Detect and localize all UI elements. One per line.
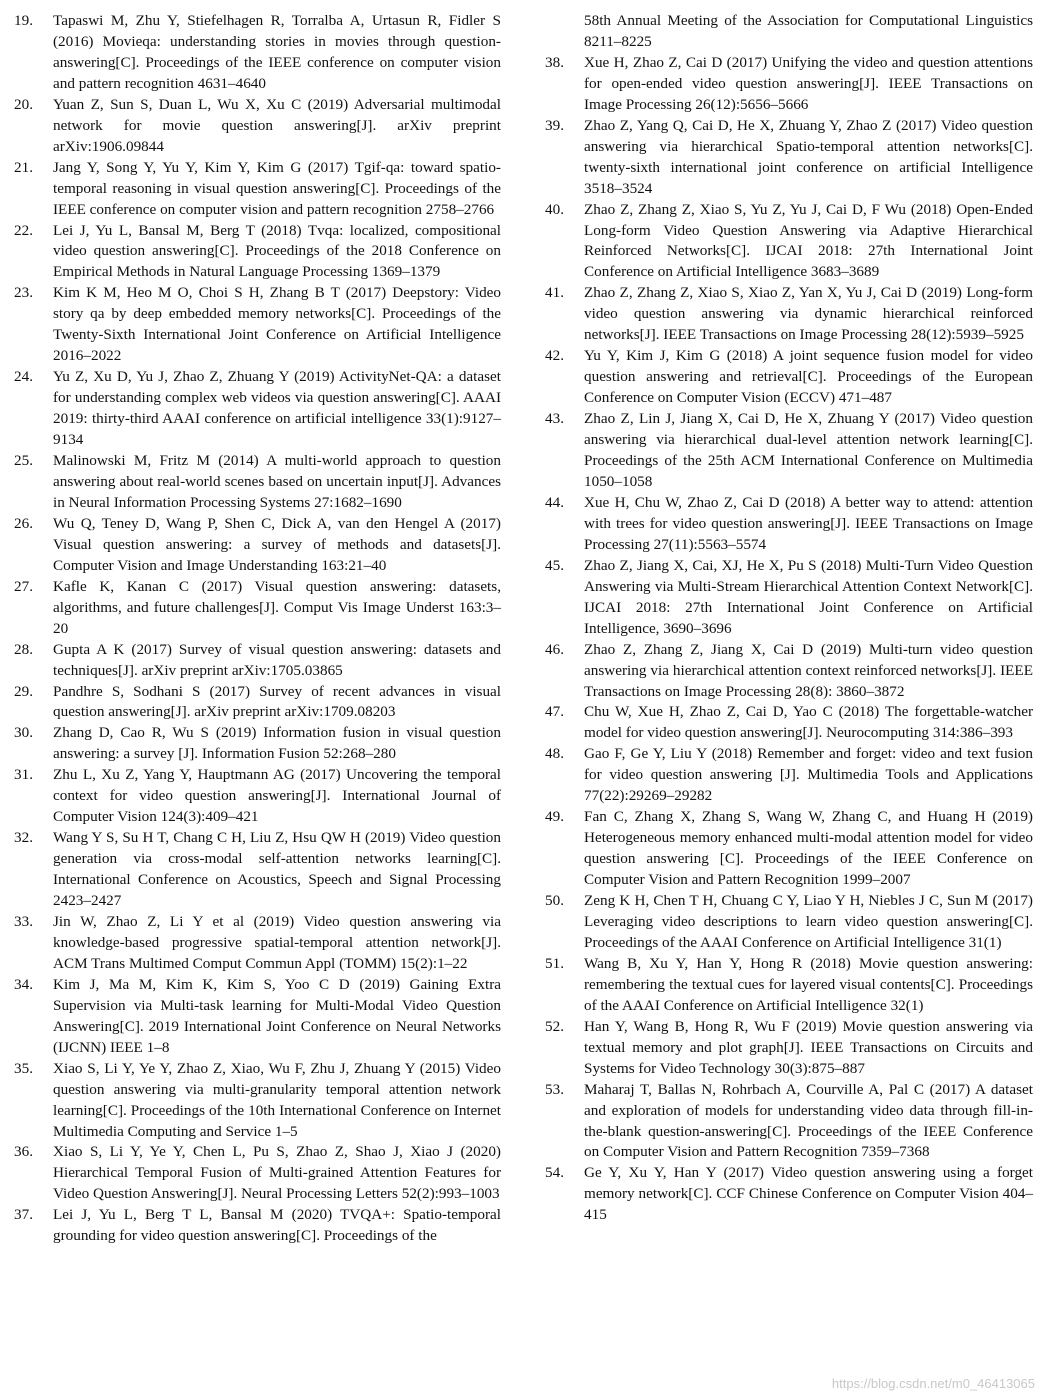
reference-item: [545, 1080, 1033, 1164]
reference-text: Xue H, Chu W, Zhao Z, Cai D (2018) A better way to attend: attention with trees for video question answering[J]. IEEE Transactions on Image Processing 27(11):5563–5574: [584, 493, 1033, 553]
reference-item: [14, 828, 501, 912]
reference-item: [14, 11, 501, 95]
reference-text: Zhu L, Xu Z, Yang Y, Hauptmann AG (2017) Uncovering the temporal context for video question answering[J]. International Journal of Computer Vision 124(3):409–421: [53, 766, 501, 826]
reference-text: Kim K M, Heo M O, Choi S H, Zhang B T (2017) Deepstory: Video story qa by deep embedded memory networks[C]. Proceedings of the Twenty-Sixth International Joint Conference on Artificial Intelligence 2016–2022: [53, 284, 501, 365]
reference-text: Pandhre S, Sodhani S (2017) Survey of recent advances in visual question answering[J]. arXiv preprint arXiv:1709.08203: [53, 682, 501, 721]
reference-text: Zhao Z, Lin J, Jiang X, Cai D, He X, Zhuang Y (2017) Video question answering via hierarchical dual-level attention network learning[C]. Proceedings of the 25th ACM International Conference on Multimedia 1050–1058: [584, 410, 1033, 490]
reference-number: 35.: [14, 1059, 33, 1077]
reference-number: 24.: [14, 368, 33, 386]
reference-text: Lei J, Yu L, Bansal M, Berg T (2018) Tvqa: localized, compositional video question answering[C]. Proceedings of the 2018 Conference on Empirical Methods in Natural Language Processing 1369–1379: [53, 221, 501, 281]
reference-number: 19.: [14, 12, 33, 29]
reference-item: [545, 1163, 1033, 1226]
reference-text: Wu Q, Teney D, Wang P, Shen C, Dick A, van den Hengel A (2017) Visual question answering: a survey of methods and datasets[J]. Computer Vision and Image Understanding 163:21–40: [53, 514, 501, 574]
reference-item: [545, 744, 1033, 807]
reference-item: [545, 891, 1033, 954]
reference-item: [545, 1017, 1033, 1080]
reference-number: 29.: [14, 682, 33, 700]
reference-text: Tapaswi M, Zhu Y, Stiefelhagen R, Torralba A, Urtasun R, Fidler S (2016) Movieqa: understanding stories in movies through question-answering[C]. Proceedings of the IEEE conference on computer vision and pattern recognition 4631–4640: [53, 12, 501, 92]
reference-item: [14, 451, 501, 514]
reference-text: Han Y, Wang B, Hong R, Wu F (2019) Movie question answering via textual memory and plot graph[J]. IEEE Transactions on Circuits and Systems for Video Technology 30(3):875–887: [584, 1017, 1033, 1077]
watermark: https://blog.csdn.net/m0_46413065: [831, 1376, 1035, 1391]
reference-text: Zhao Z, Jiang X, Cai, XJ, He X, Pu S (2018) Multi-Turn Video Question Answering via Multi-Stream Hierarchical Attention Context Network[C]. IJCAI 2018: 27th International Joint Conference on Artificial Intelligence, 3690–3696: [584, 556, 1033, 637]
reference-item: [14, 765, 501, 828]
reference-item: [14, 577, 501, 640]
reference-number: 45.: [545, 556, 564, 574]
reference-number: 30.: [14, 724, 33, 742]
reference-number: 21.: [14, 158, 33, 176]
reference-number: 38.: [545, 53, 564, 71]
reference-number: 40.: [545, 200, 564, 218]
reference-item: [545, 283, 1033, 346]
reference-item: [545, 409, 1033, 493]
reference-number: 36.: [14, 1143, 33, 1161]
reference-text: Xiao S, Li Y, Ye Y, Chen L, Pu S, Zhao Z, Shao J, Xiao J (2020) Hierarchical Temporal Fusion of Multi-grained Attention Features for Video Question Answering[J]. Neural Processing Letters 52(2):993–1003: [53, 1143, 501, 1203]
reference-item: [14, 723, 501, 765]
reference-text: Zeng K H, Chen T H, Chuang C Y, Liao Y H, Niebles J C, Sun M (2017) Leveraging video descriptions to learn video question answering[C]. Proceedings of the AAAI Conference on Artificial Intelligence 31(1): [584, 892, 1033, 951]
reference-number: 53.: [545, 1080, 564, 1098]
reference-text: Yu Z, Xu D, Yu J, Zhao Z, Zhuang Y (2019) ActivityNet-QA: a dataset for understanding complex web videos via question answering[C]. AAAI 2019: thirty-third AAAI conference on artificial intelligence 33(1):9127–9134: [53, 368, 501, 449]
reference-text: Jang Y, Song Y, Yu Y, Kim Y, Kim G (2017) Tgif-qa: toward spatio-temporal reasoning in visual question answering[C]. Proceedings of the IEEE conference on computer vision and pattern recognition 2758–2766: [53, 158, 501, 218]
reference-number: 34.: [14, 975, 33, 993]
reference-text: Chu W, Xue H, Zhao Z, Cai D, Yao C (2018) The forgettable-watcher model for video question answering[J]. Neurocomputing 314:386–393: [584, 703, 1033, 742]
reference-number: 39.: [545, 116, 564, 134]
reference-number: 25.: [14, 452, 33, 470]
reference-item: [14, 158, 501, 221]
reference-number: 51.: [545, 954, 564, 972]
reference-number: 33.: [14, 912, 33, 930]
reference-item: [545, 556, 1033, 640]
reference-item: [545, 493, 1033, 556]
reference-text: Maharaj T, Ballas N, Rohrbach A, Courville A, Pal C (2017) A dataset and exploration of models for understanding video data through fill-in-the-blank question-answering[C]. Proceedings of the IEEE Conference on Computer Vision and Pattern Recognition 7359–7368: [584, 1080, 1033, 1161]
reference-number: 28.: [14, 640, 33, 658]
references-left-column: [14, 11, 501, 1247]
reference-text: Yu Y, Kim J, Kim G (2018) A joint sequence fusion model for video question answering and retrieval[C]. Proceedings of the European Conference on Computer Vision (ECCV) 471–487: [584, 347, 1033, 407]
reference-item: [545, 346, 1033, 409]
reference-item: [545, 807, 1033, 891]
reference-number: 44.: [545, 493, 564, 511]
reference-item: [14, 221, 501, 284]
reference-number: 22.: [14, 221, 33, 239]
reference-text: Xiao S, Li Y, Ye Y, Zhao Z, Xiao, Wu F, Zhu J, Zhuang Y (2015) Video question answering via multi-granularity temporal attention network learning[C]. Proceedings of the 10th International Conference on Internet Multimedia Computing and Service 1–5: [53, 1059, 501, 1140]
reference-number: 54.: [545, 1164, 564, 1182]
reference-text: Wang Y S, Su H T, Chang C H, Liu Z, Hsu QW H (2019) Video question generation via cross-modal self-attention networks learning[C]. International Conference on Acoustics, Speech and Signal Processing 2423–2427: [53, 829, 501, 910]
reference-number: 23.: [14, 284, 33, 302]
reference-text: Malinowski M, Fritz M (2014) A multi-world approach to question answering about real-world scenes based on uncertain input[J]. Advances in Neural Information Processing Systems 27:1682–1690: [53, 452, 501, 511]
reference-number: 47.: [545, 703, 564, 721]
reference-item: [14, 682, 501, 724]
reference-item: [14, 514, 501, 577]
reference-text: Gupta A K (2017) Survey of visual question answering: datasets and techniques[J]. arXiv preprint arXiv:1705.03865: [53, 640, 501, 679]
reference-continuation: 58th Annual Meeting of the Association for Computational Linguistics 8211–8225: [584, 12, 1033, 50]
reference-number: 46.: [545, 640, 564, 658]
reference-item: [14, 1142, 501, 1205]
reference-item: [545, 640, 1033, 703]
reference-number: 32.: [14, 829, 33, 847]
reference-number: 52.: [545, 1017, 564, 1035]
reference-number: 26.: [14, 514, 33, 532]
reference-item: [545, 702, 1033, 744]
reference-number: 48.: [545, 745, 564, 763]
reference-number: 43.: [545, 410, 564, 428]
reference-number: 37.: [14, 1206, 33, 1224]
reference-text: Wang B, Xu Y, Han Y, Hong R (2018) Movie question answering: remembering the textual cues for layered visual contents[C]. Proceedings of the AAAI Conference on Artificial Intelligence 32(1): [584, 954, 1033, 1014]
reference-number: 31.: [14, 766, 33, 784]
reference-text: Lei J, Yu L, Berg T L, Bansal M (2020) TVQA+: Spatio-temporal grounding for video question answering[C]. Proceedings of the: [53, 1206, 501, 1245]
reference-text: Kim J, Ma M, Kim K, Kim S, Yoo C D (2019) Gaining Extra Supervision via Multi-task learning for Multi-Modal Video Question Answering[C]. 2019 International Joint Conference on Neural Networks (IJCNN) IEEE 1–8: [53, 975, 501, 1056]
reference-item: [14, 1205, 501, 1247]
reference-item: [545, 116, 1033, 200]
reference-number: 41.: [545, 284, 564, 302]
reference-item: [14, 367, 501, 451]
reference-item: [545, 53, 1033, 116]
reference-text: Jin W, Zhao Z, Li Y et al (2019) Video question answering via knowledge-based progressive spatial-temporal attention network[J]. ACM Trans Multimed Comput Commun Appl (TOMM) 15(2):1–22: [53, 912, 501, 972]
reference-text: Xue H, Zhao Z, Cai D (2017) Unifying the video and question attentions for open-ended video question answering[J]. IEEE Transactions on Image Processing 26(12):5656–5666: [584, 53, 1033, 113]
reference-text: Ge Y, Xu Y, Han Y (2017) Video question answering using a forget memory network[C]. CCF Chinese Conference on Computer Vision 404–415: [584, 1164, 1033, 1224]
reference-number: 27.: [14, 577, 33, 595]
reference-item: [545, 200, 1033, 284]
reference-text: Fan C, Zhang X, Zhang S, Wang W, Zhang C, and Huang H (2019) Heterogeneous memory enhanced multi-modal attention model for video question answering [C]. Proceedings of the IEEE Conference on Computer Vision and Pattern Recognition 1999–2007: [584, 808, 1033, 889]
reference-text: Zhang D, Cao R, Wu S (2019) Information fusion in visual question answering: a survey [J]. Information Fusion 52:268–280: [53, 724, 501, 763]
reference-item: [14, 1059, 501, 1143]
reference-item: [14, 95, 501, 158]
reference-number: 42.: [545, 347, 564, 365]
reference-item: [14, 912, 501, 975]
reference-text: Gao F, Ge Y, Liu Y (2018) Remember and forget: video and text fusion for video question answering [J]. Multimedia Tools and Applications 77(22):29269–29282: [584, 745, 1033, 805]
reference-number: 49.: [545, 808, 564, 826]
reference-item: [14, 975, 501, 1059]
references-right-column: [545, 11, 1033, 1226]
reference-item: [14, 640, 501, 682]
reference-text: Zhao Z, Yang Q, Cai D, He X, Zhuang Y, Zhao Z (2017) Video question answering via hierarchical Spatio-temporal attention networks[C]. twenty-sixth international joint conference on artificial Intelligence 3518–3524: [584, 116, 1033, 197]
reference-text: Zhao Z, Zhang Z, Xiao S, Yu Z, Yu J, Cai D, F Wu (2018) Open-Ended Long-form Video Question Answering via Adaptive Hierarchical Reinforced Networks[C]. IJCAI 2018: 27th International Joint Conference on Artificial Intelligence 3683–3689: [584, 200, 1033, 281]
reference-item: [14, 283, 501, 367]
reference-number: 20.: [14, 95, 33, 113]
reference-text: Zhao Z, Zhang Z, Xiao S, Xiao Z, Yan X, Yu J, Cai D (2019) Long-form video question answering via dynamic hierarchical reinforced networks[J]. IEEE Transactions on Image Processing 28(12):5939–5925: [584, 284, 1033, 344]
reference-text: Zhao Z, Zhang Z, Jiang X, Cai D (2019) Multi-turn video question answering via hierarchical attention context reinforced networks[J]. IEEE Transactions on Image Processing 28(8): 3860–3872: [584, 640, 1033, 700]
reference-text: Kafle K, Kanan C (2017) Visual question answering: datasets, algorithms, and future challenges[J]. Comput Vis Image Underst 163:3–20: [53, 577, 501, 637]
reference-item: [545, 954, 1033, 1017]
reference-number: 50.: [545, 892, 564, 910]
reference-text: Yuan Z, Sun S, Duan L, Wu X, Xu C (2019) Adversarial multimodal network for movie question answering[J]. arXiv preprint arXiv:1906.09844: [53, 95, 501, 155]
